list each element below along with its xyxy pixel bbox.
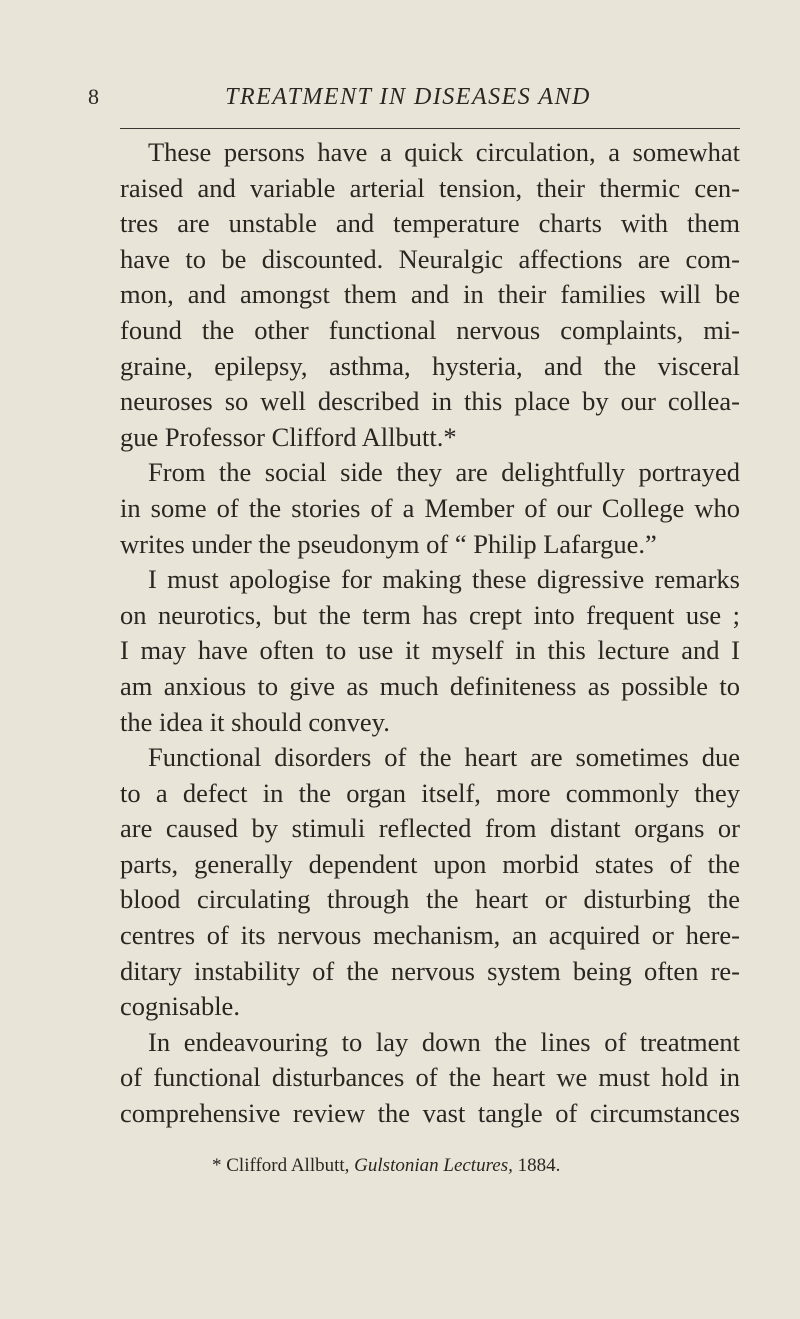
header-rule [120, 128, 740, 129]
text-line: These persons have a quick circulation, a somewhat [148, 137, 740, 167]
text-line: blood circulating through the heart or disturbing the [120, 884, 740, 915]
text-line: In endeavouring to lay down the lines of treatment [148, 1026, 740, 1057]
text-line: graine, epilepsy, asthma, hysteria, and the visceral [120, 350, 740, 381]
running-head: TREATMENT IN DISEASES AND [225, 84, 591, 110]
text-line: mon, and amongst them and in their families will be [120, 279, 740, 310]
footnote-author: * Clifford Allbutt, [212, 1155, 350, 1176]
text-line: are caused by stimuli reflected from distant organs or [120, 813, 740, 844]
text-line: cognisable. [120, 991, 240, 1022]
text-line: of functional disturbances of the heart we must hold in [120, 1062, 740, 1093]
text-line: have to be discounted. Neuralgic affections are com- [120, 243, 740, 274]
text-line: neuroses so well described in this place by our collea- [120, 386, 740, 417]
text-line: found the other functional nervous complaints, mi- [120, 314, 740, 345]
text-line: raised and variable arterial tension, their thermic cen- [120, 172, 740, 203]
body-text [120, 135, 740, 1132]
footnote-title: Gulstonian Lectures, [354, 1155, 513, 1176]
text-line: comprehensive review the vast tangle of circumstances [120, 1098, 740, 1129]
text-line: to a defect in the organ itself, more commonly they [120, 777, 740, 808]
text-line: on neurotics, but the term has crept into frequent use ; [120, 599, 740, 630]
text-line: the idea it should convey. [120, 706, 390, 737]
text-line: tres are unstable and temperature charts with them [120, 208, 740, 239]
text-line: I must apologise for making these digressive remarks [148, 564, 740, 595]
text-line: writes under the pseudonym of “ Philip Lafargue.” [120, 528, 657, 559]
text-line: I may have often to use it myself in this lecture and I [120, 635, 740, 666]
footnote-year: 1884. [517, 1155, 561, 1176]
text-line: in some of the stories of a Member of our College who [120, 492, 740, 523]
page-number: 8 [88, 84, 99, 109]
text-line: From the social side they are delightfully portrayed [148, 457, 740, 488]
text-line: ditary instability of the nervous system being often re- [120, 955, 740, 986]
page-header [88, 84, 728, 114]
footnote [212, 1155, 560, 1177]
text-line: am anxious to give as much definiteness as possible to [120, 670, 740, 701]
text-line: gue Professor Clifford Allbutt.* [120, 421, 457, 452]
text-line: Functional disorders of the heart are sometimes due [148, 742, 740, 773]
text-line: parts, generally dependent upon morbid states of the [120, 848, 740, 879]
text-line: centres of its nervous mechanism, an acquired or here- [120, 920, 740, 951]
